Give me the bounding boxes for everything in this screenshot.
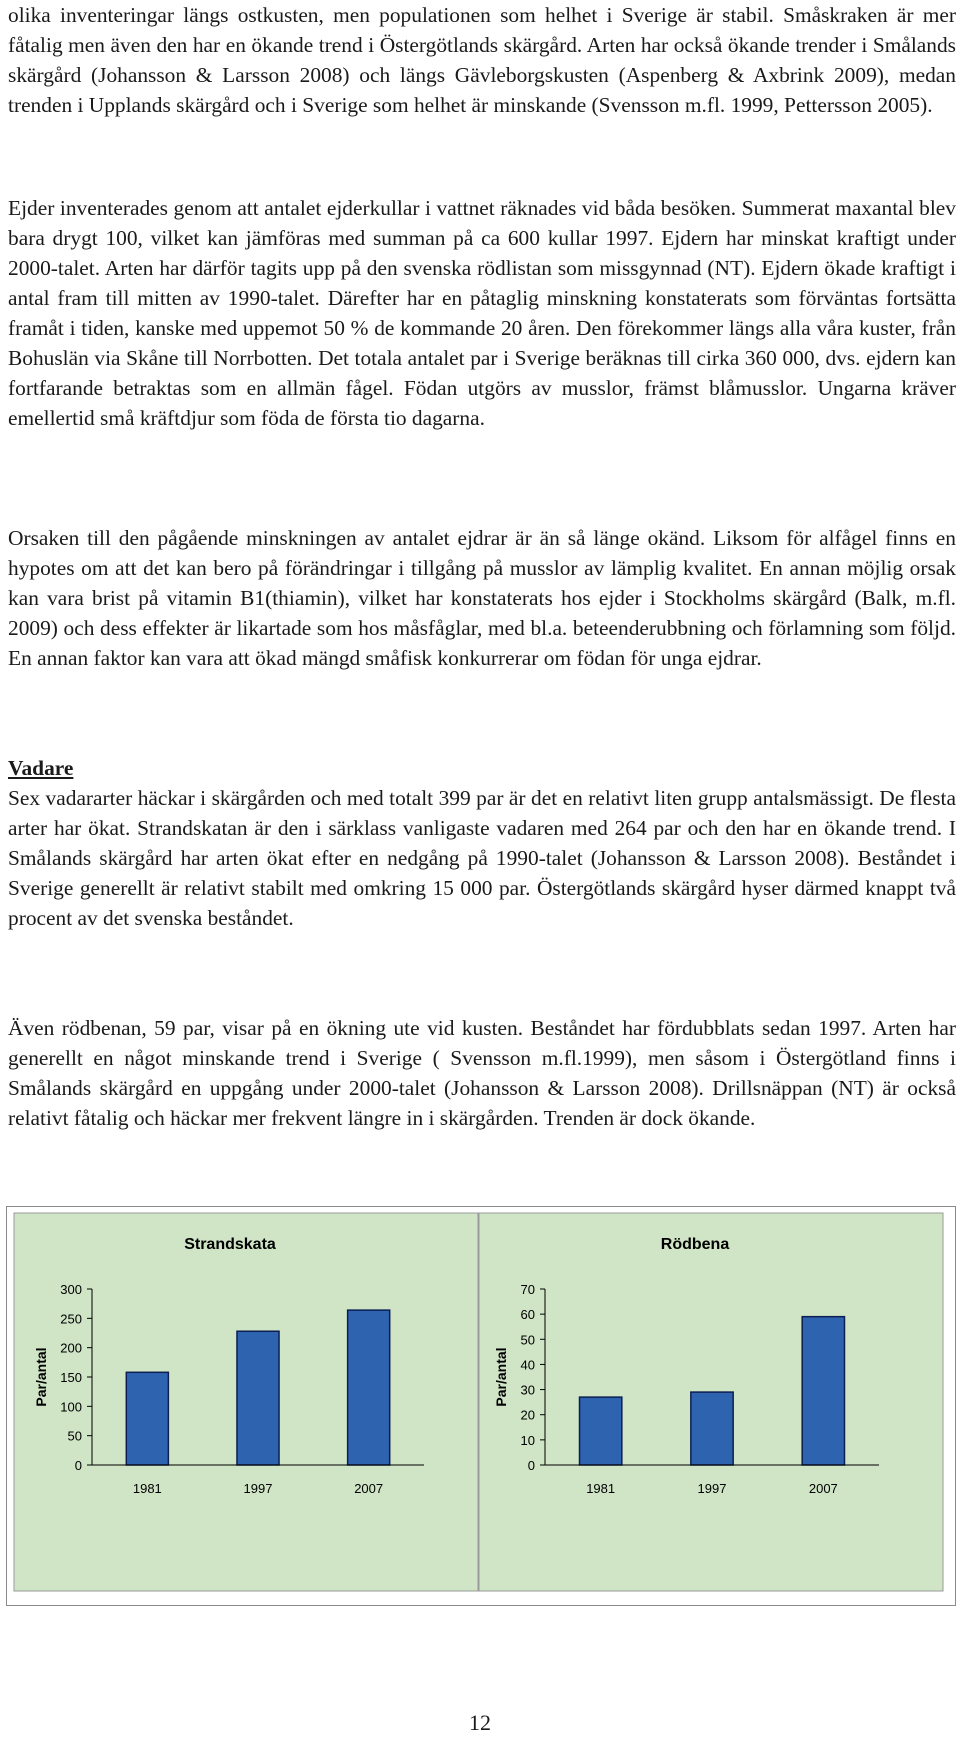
chart2-xtick-label: 1997 <box>697 1481 727 1496</box>
chart1-ytick-label: 0 <box>74 1458 82 1473</box>
chart2-bar <box>691 1392 733 1465</box>
chart1-ylabel: Par/antal <box>33 1347 49 1407</box>
paragraph-rodbena: Även rödbenan, 59 par, visar på en ökning ute vid kusten. Beståndet har fördubblats sedan 1997. Arten har generellt en något minskande trend i Sverige ( Svensson m.fl.1999), men såsom i Östergötland finns i Smålands skärgård en uppgång under 2000-talet (Johansson & Larsson 2008). Drillsnäppan (NT) är också relativt fåtalig och häckar mer frekvent längre in i skärgården. Trenden är dock ökande. <box>8 1016 956 1130</box>
chart2-bar <box>802 1317 844 1465</box>
chart1-bar <box>126 1372 168 1465</box>
paragraph-orsaken: Orsaken till den pågående minskningen av antalet ejdrar är än så länge okänd. Liksom för alfågel finns en hypotes om att det kan bero på förändringar i tillgång på musslor av lämplig kvalitet. En annan möjlig orsak kan vara brist på vitamin B1(thiamin), vilket har konstaterats hos ejder i Stockholms skärgård (Balk, m.fl. 2009) och dess effekter är likartade som hos måsfåglar, med bl.a. beteenderubbning och förlamning som följd. En annan faktor kan vara att ökad mängd småfisk konkurrerar om födan för unga ejdrar. <box>8 526 956 670</box>
chart2-ytick-label: 50 <box>520 1332 535 1348</box>
chart1-ytick-label: 150 <box>60 1370 82 1385</box>
paragraph-intro: olika inventeringar längs ostkusten, men populationen som helhet i Sverige är stabil. Småskraken är mer fåtalig men även den har en ökande trend i Östergötlands skärgård. Arten har också ökande trender i Smålands skärgård (Johansson & Larsson 2008) och längs Gävleborgskusten (Aspenberg & Axbrink 2009), medan trenden i Upplands skärgård och i Sverige som helhet är minskande (Svensson m.fl. 1999, Pettersson 2005). <box>8 3 956 117</box>
chart1-ytick-label: 200 <box>60 1340 82 1356</box>
chart1-bar <box>237 1331 279 1465</box>
chart2-ytick-label: 20 <box>520 1407 535 1423</box>
paragraph-ejder: Ejder inventerades genom att antalet ejderkullar i vattnet räknades vid båda besöken. Summerat maxantal blev bara drygt 100, vilket kan jämföras med summan på ca 600 kullar 1997. Ejdern har minskat kraftigt under 2000-talet. Arten har därför tagits upp på den svenska rödlistan som missgynnad (NT). Ejdern ökade kraftigt i antal fram till mitten av 1990-talet. Därefter har en påtaglig minskning konstaterats som förväntas fortsätta framåt i tiden, kanske med uppemot 50 % de kommande 20 åren. Den förekommer längs alla våra kuster, från Bohuslän via Skåne till Norrbotten. Det totala antalet par i Sverige beräknas till cirka 360 000, dvs. ejdern kan fortfarande betraktas som en allmän fågel. Födan utgörs av musslor, främst blåmusslor. Ungarna kräver emellertid små kräftdjur som föda de första tio dagarna. <box>8 196 956 430</box>
chart1-xtick-label: 1997 <box>243 1481 273 1496</box>
chart2-title: Rödbena <box>660 1236 730 1253</box>
chart2-ytick-label: 70 <box>520 1282 535 1297</box>
chart1-ytick-label: 100 <box>60 1399 82 1415</box>
chart1-xtick-label: 2007 <box>354 1481 384 1496</box>
chart1-ytick-label: 250 <box>60 1311 82 1327</box>
page-number: 12 <box>469 1710 491 1735</box>
section-heading-vadare: Vadare <box>8 756 74 780</box>
chart2-ytick-label: 40 <box>520 1357 535 1373</box>
chart1-ytick-label: 300 <box>60 1282 82 1297</box>
paragraph-vadare: Sex vadararter häckar i skärgården och med totalt 399 par är det en relativt liten grupp antalsmässigt. De flesta arter har ökat. Strandskatan är den i särklass vanligaste vadaren med 264 par och den har en ökande trend. I Smålands skärgård har arten ökat efter en nedgång på 1990-talet (Johansson & Larsson 2008). Beståndet i Sverige generellt är relativt stabilt med omkring 15 000 par. Östergötlands skärgård hyser därmed knappt två procent av det svenska beståndet. <box>8 786 956 930</box>
chart1-xtick-label: 1981 <box>132 1481 162 1496</box>
chart2-xtick-label: 2007 <box>808 1481 838 1496</box>
chart2-ytick-label: 60 <box>520 1307 535 1323</box>
chart2-ylabel: Par/antal <box>493 1347 509 1407</box>
chart1-ytick-label: 50 <box>67 1428 82 1444</box>
charts-panel <box>6 1206 956 1606</box>
charts-svg <box>7 1207 955 1605</box>
chart2-ytick-label: 10 <box>520 1432 535 1448</box>
chart2-ytick-label: 30 <box>520 1382 535 1398</box>
chart2-xtick-label: 1981 <box>586 1481 616 1496</box>
chart1-title: Strandskata <box>184 1236 276 1253</box>
chart1-bar <box>348 1310 390 1465</box>
chart2-ytick-label: 0 <box>527 1458 535 1473</box>
chart2-bar <box>580 1397 622 1465</box>
